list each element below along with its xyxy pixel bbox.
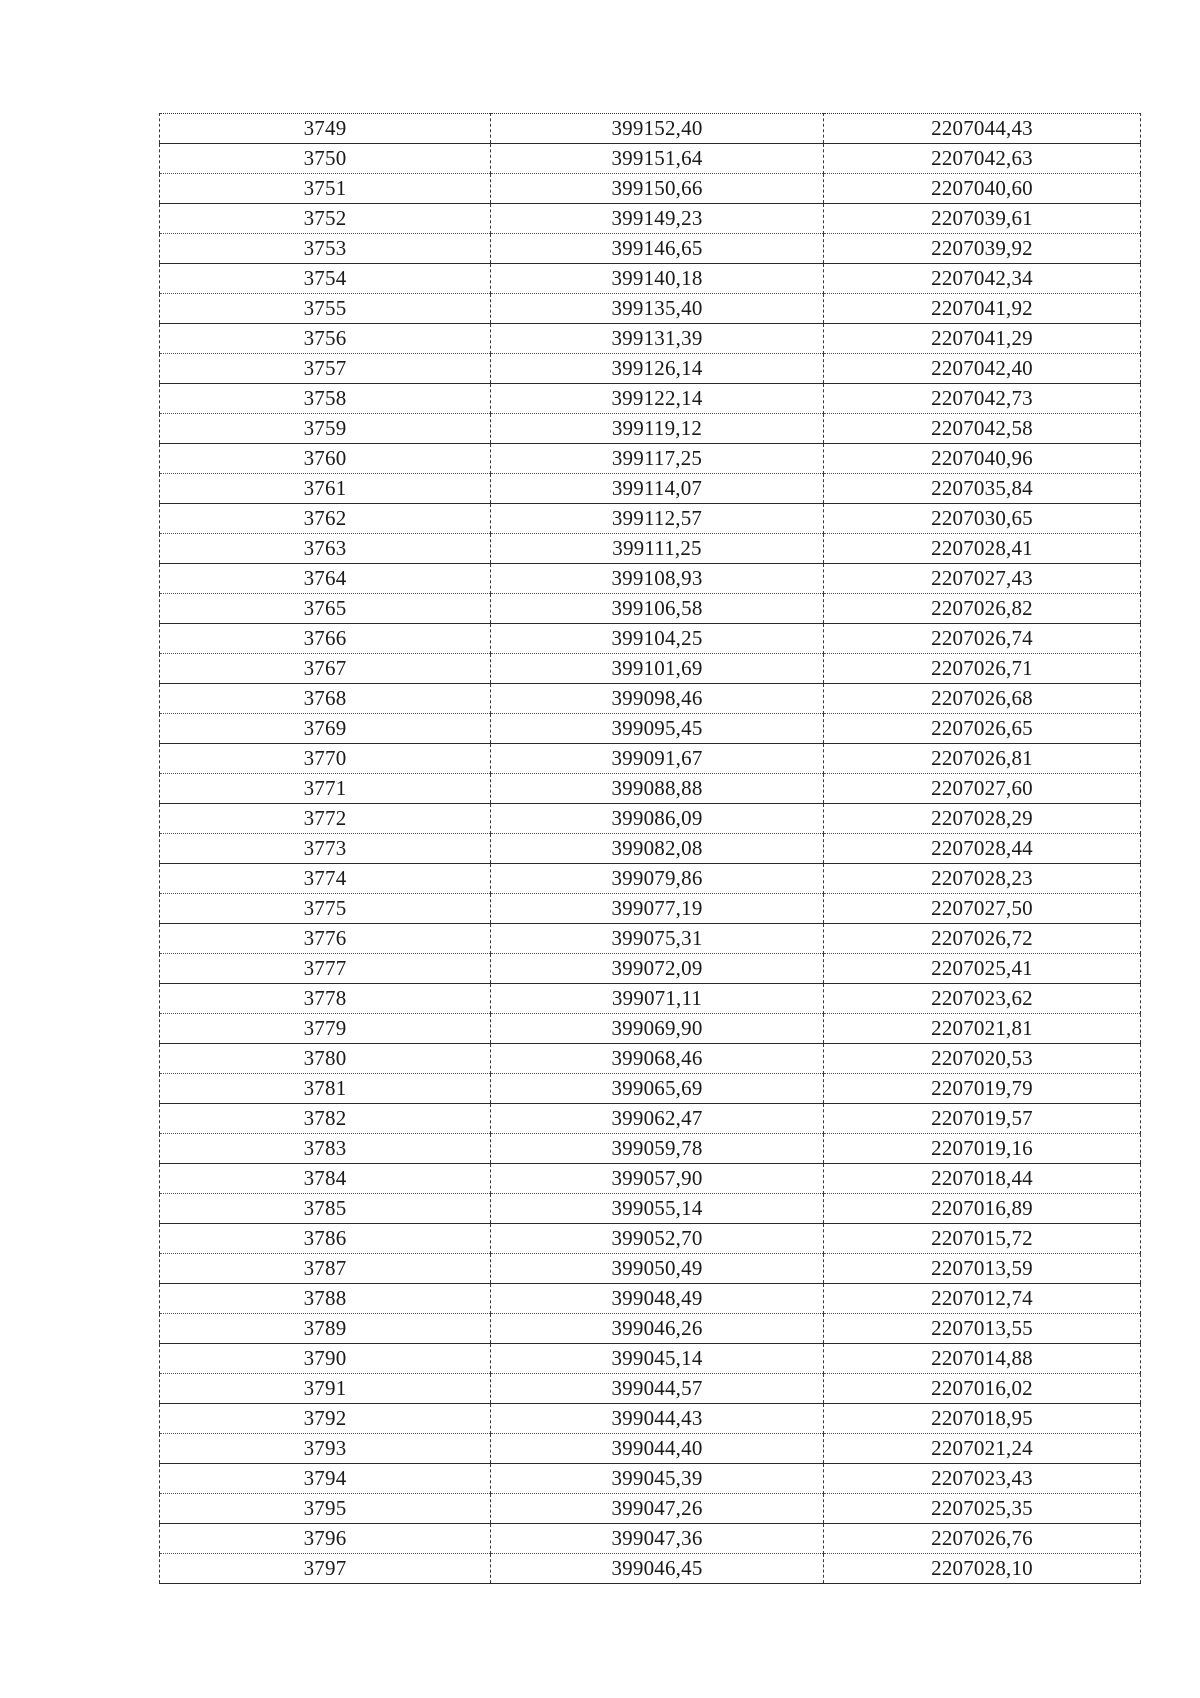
point-number-cell: 3791	[160, 1374, 491, 1404]
point-number-cell: 3754	[160, 264, 491, 294]
y-coordinate-cell: 2207025,35	[824, 1494, 1141, 1524]
y-coordinate-cell: 2207015,72	[824, 1224, 1141, 1254]
x-coordinate-cell: 399126,14	[491, 354, 824, 384]
table-row	[160, 534, 1141, 564]
table-row	[160, 1194, 1141, 1224]
y-coordinate-cell: 2207027,43	[824, 564, 1141, 594]
y-coordinate-cell: 2207040,60	[824, 174, 1141, 204]
point-number-cell: 3759	[160, 414, 491, 444]
y-coordinate-cell: 2207014,88	[824, 1344, 1141, 1374]
y-coordinate-cell: 2207044,43	[824, 114, 1141, 144]
x-coordinate-cell: 399108,93	[491, 564, 824, 594]
table-row	[160, 1164, 1141, 1194]
point-number-cell: 3762	[160, 504, 491, 534]
coordinates-table	[159, 113, 1141, 1584]
table-row	[160, 774, 1141, 804]
table-row	[160, 234, 1141, 264]
point-number-cell: 3778	[160, 984, 491, 1014]
table-row	[160, 1524, 1141, 1554]
table-row	[160, 1104, 1141, 1134]
x-coordinate-cell: 399059,78	[491, 1134, 824, 1164]
point-number-cell: 3767	[160, 654, 491, 684]
point-number-cell: 3756	[160, 324, 491, 354]
y-coordinate-cell: 2207016,89	[824, 1194, 1141, 1224]
y-coordinate-cell: 2207026,81	[824, 744, 1141, 774]
point-number-cell: 3749	[160, 114, 491, 144]
table-row	[160, 744, 1141, 774]
y-coordinate-cell: 2207026,65	[824, 714, 1141, 744]
x-coordinate-cell: 399104,25	[491, 624, 824, 654]
table-row	[160, 1044, 1141, 1074]
table-row	[160, 444, 1141, 474]
table-row	[160, 684, 1141, 714]
point-number-cell: 3789	[160, 1314, 491, 1344]
point-number-cell: 3788	[160, 1284, 491, 1314]
table-row	[160, 354, 1141, 384]
table-row	[160, 1224, 1141, 1254]
x-coordinate-cell: 399088,88	[491, 774, 824, 804]
table-row	[160, 594, 1141, 624]
x-coordinate-cell: 399072,09	[491, 954, 824, 984]
point-number-cell: 3755	[160, 294, 491, 324]
table-row	[160, 324, 1141, 354]
table-row	[160, 1374, 1141, 1404]
y-coordinate-cell: 2207025,41	[824, 954, 1141, 984]
table-row	[160, 654, 1141, 684]
table-row	[160, 174, 1141, 204]
table-row	[160, 894, 1141, 924]
point-number-cell: 3786	[160, 1224, 491, 1254]
table-row	[160, 864, 1141, 894]
y-coordinate-cell: 2207030,65	[824, 504, 1141, 534]
table-row	[160, 144, 1141, 174]
point-number-cell: 3752	[160, 204, 491, 234]
table-row	[160, 1404, 1141, 1434]
y-coordinate-cell: 2207021,24	[824, 1434, 1141, 1464]
point-number-cell: 3790	[160, 1344, 491, 1374]
x-coordinate-cell: 399069,90	[491, 1014, 824, 1044]
x-coordinate-cell: 399140,18	[491, 264, 824, 294]
table-row	[160, 1554, 1141, 1584]
x-coordinate-cell: 399119,12	[491, 414, 824, 444]
y-coordinate-cell: 2207018,95	[824, 1404, 1141, 1434]
x-coordinate-cell: 399044,57	[491, 1374, 824, 1404]
point-number-cell: 3784	[160, 1164, 491, 1194]
y-coordinate-cell: 2207026,74	[824, 624, 1141, 654]
point-number-cell: 3792	[160, 1404, 491, 1434]
point-number-cell: 3753	[160, 234, 491, 264]
x-coordinate-cell: 399055,14	[491, 1194, 824, 1224]
x-coordinate-cell: 399050,49	[491, 1254, 824, 1284]
x-coordinate-cell: 399101,69	[491, 654, 824, 684]
point-number-cell: 3768	[160, 684, 491, 714]
point-number-cell: 3776	[160, 924, 491, 954]
y-coordinate-cell: 2207042,73	[824, 384, 1141, 414]
point-number-cell: 3782	[160, 1104, 491, 1134]
point-number-cell: 3770	[160, 744, 491, 774]
x-coordinate-cell: 399048,49	[491, 1284, 824, 1314]
table-row	[160, 624, 1141, 654]
x-coordinate-cell: 399082,08	[491, 834, 824, 864]
point-number-cell: 3794	[160, 1464, 491, 1494]
point-number-cell: 3771	[160, 774, 491, 804]
x-coordinate-cell: 399152,40	[491, 114, 824, 144]
point-number-cell: 3785	[160, 1194, 491, 1224]
x-coordinate-cell: 399047,26	[491, 1494, 824, 1524]
table-row	[160, 804, 1141, 834]
y-coordinate-cell: 2207023,62	[824, 984, 1141, 1014]
table-row	[160, 834, 1141, 864]
x-coordinate-cell: 399046,45	[491, 1554, 824, 1584]
x-coordinate-cell: 399135,40	[491, 294, 824, 324]
table-row	[160, 984, 1141, 1014]
table-row	[160, 1254, 1141, 1284]
x-coordinate-cell: 399062,47	[491, 1104, 824, 1134]
point-number-cell: 3758	[160, 384, 491, 414]
table-row	[160, 1314, 1141, 1344]
y-coordinate-cell: 2207027,60	[824, 774, 1141, 804]
table-row	[160, 1434, 1141, 1464]
table-row	[160, 714, 1141, 744]
x-coordinate-cell: 399068,46	[491, 1044, 824, 1074]
point-number-cell: 3750	[160, 144, 491, 174]
y-coordinate-cell: 2207042,58	[824, 414, 1141, 444]
point-number-cell: 3766	[160, 624, 491, 654]
y-coordinate-cell: 2207039,92	[824, 234, 1141, 264]
x-coordinate-cell: 399151,64	[491, 144, 824, 174]
y-coordinate-cell: 2207039,61	[824, 204, 1141, 234]
point-number-cell: 3773	[160, 834, 491, 864]
point-number-cell: 3793	[160, 1434, 491, 1464]
table-row	[160, 954, 1141, 984]
x-coordinate-cell: 399079,86	[491, 864, 824, 894]
point-number-cell: 3769	[160, 714, 491, 744]
x-coordinate-cell: 399086,09	[491, 804, 824, 834]
point-number-cell: 3797	[160, 1554, 491, 1584]
table-row	[160, 384, 1141, 414]
x-coordinate-cell: 399098,46	[491, 684, 824, 714]
table-row	[160, 1014, 1141, 1044]
y-coordinate-cell: 2207026,68	[824, 684, 1141, 714]
table-row	[160, 1074, 1141, 1104]
y-coordinate-cell: 2207042,34	[824, 264, 1141, 294]
table-row	[160, 474, 1141, 504]
x-coordinate-cell: 399045,14	[491, 1344, 824, 1374]
y-coordinate-cell: 2207026,82	[824, 594, 1141, 624]
table-row	[160, 924, 1141, 954]
x-coordinate-cell: 399057,90	[491, 1164, 824, 1194]
point-number-cell: 3772	[160, 804, 491, 834]
x-coordinate-cell: 399071,11	[491, 984, 824, 1014]
point-number-cell: 3780	[160, 1044, 491, 1074]
point-number-cell: 3779	[160, 1014, 491, 1044]
point-number-cell: 3775	[160, 894, 491, 924]
point-number-cell: 3757	[160, 354, 491, 384]
table-row	[160, 264, 1141, 294]
y-coordinate-cell: 2207026,72	[824, 924, 1141, 954]
point-number-cell: 3795	[160, 1494, 491, 1524]
x-coordinate-cell: 399150,66	[491, 174, 824, 204]
y-coordinate-cell: 2207023,43	[824, 1464, 1141, 1494]
y-coordinate-cell: 2207042,63	[824, 144, 1141, 174]
x-coordinate-cell: 399149,23	[491, 204, 824, 234]
table-row	[160, 414, 1141, 444]
y-coordinate-cell: 2207021,81	[824, 1014, 1141, 1044]
point-number-cell: 3764	[160, 564, 491, 594]
table-row	[160, 1284, 1141, 1314]
point-number-cell: 3763	[160, 534, 491, 564]
point-number-cell: 3787	[160, 1254, 491, 1284]
x-coordinate-cell: 399047,36	[491, 1524, 824, 1554]
x-coordinate-cell: 399131,39	[491, 324, 824, 354]
y-coordinate-cell: 2207028,23	[824, 864, 1141, 894]
x-coordinate-cell: 399044,43	[491, 1404, 824, 1434]
table-row	[160, 1464, 1141, 1494]
x-coordinate-cell: 399045,39	[491, 1464, 824, 1494]
table-row	[160, 1134, 1141, 1164]
table-row	[160, 294, 1141, 324]
x-coordinate-cell: 399114,07	[491, 474, 824, 504]
y-coordinate-cell: 2207020,53	[824, 1044, 1141, 1074]
y-coordinate-cell: 2207018,44	[824, 1164, 1141, 1194]
point-number-cell: 3751	[160, 174, 491, 204]
y-coordinate-cell: 2207019,57	[824, 1104, 1141, 1134]
table-row	[160, 1494, 1141, 1524]
table-row	[160, 1344, 1141, 1374]
point-number-cell: 3783	[160, 1134, 491, 1164]
table-row	[160, 114, 1141, 144]
y-coordinate-cell: 2207027,50	[824, 894, 1141, 924]
y-coordinate-cell: 2207041,92	[824, 294, 1141, 324]
y-coordinate-cell: 2207026,71	[824, 654, 1141, 684]
x-coordinate-cell: 399106,58	[491, 594, 824, 624]
x-coordinate-cell: 399122,14	[491, 384, 824, 414]
y-coordinate-cell: 2207019,16	[824, 1134, 1141, 1164]
y-coordinate-cell: 2207035,84	[824, 474, 1141, 504]
y-coordinate-cell: 2207016,02	[824, 1374, 1141, 1404]
y-coordinate-cell: 2207028,41	[824, 534, 1141, 564]
x-coordinate-cell: 399044,40	[491, 1434, 824, 1464]
x-coordinate-cell: 399112,57	[491, 504, 824, 534]
point-number-cell: 3760	[160, 444, 491, 474]
x-coordinate-cell: 399146,65	[491, 234, 824, 264]
table-row	[160, 504, 1141, 534]
y-coordinate-cell: 2207026,76	[824, 1524, 1141, 1554]
x-coordinate-cell: 399091,67	[491, 744, 824, 774]
table-row	[160, 564, 1141, 594]
y-coordinate-cell: 2207042,40	[824, 354, 1141, 384]
x-coordinate-cell: 399052,70	[491, 1224, 824, 1254]
point-number-cell: 3765	[160, 594, 491, 624]
point-number-cell: 3777	[160, 954, 491, 984]
y-coordinate-cell: 2207028,44	[824, 834, 1141, 864]
x-coordinate-cell: 399046,26	[491, 1314, 824, 1344]
table-row	[160, 204, 1141, 234]
coordinates-table-body	[160, 114, 1141, 1584]
y-coordinate-cell: 2207013,55	[824, 1314, 1141, 1344]
point-number-cell: 3774	[160, 864, 491, 894]
x-coordinate-cell: 399117,25	[491, 444, 824, 474]
x-coordinate-cell: 399077,19	[491, 894, 824, 924]
y-coordinate-cell: 2207028,29	[824, 804, 1141, 834]
point-number-cell: 3781	[160, 1074, 491, 1104]
x-coordinate-cell: 399065,69	[491, 1074, 824, 1104]
x-coordinate-cell: 399095,45	[491, 714, 824, 744]
y-coordinate-cell: 2207041,29	[824, 324, 1141, 354]
y-coordinate-cell: 2207012,74	[824, 1284, 1141, 1314]
y-coordinate-cell: 2207019,79	[824, 1074, 1141, 1104]
x-coordinate-cell: 399075,31	[491, 924, 824, 954]
y-coordinate-cell: 2207013,59	[824, 1254, 1141, 1284]
y-coordinate-cell: 2207028,10	[824, 1554, 1141, 1584]
point-number-cell: 3796	[160, 1524, 491, 1554]
y-coordinate-cell: 2207040,96	[824, 444, 1141, 474]
point-number-cell: 3761	[160, 474, 491, 504]
x-coordinate-cell: 399111,25	[491, 534, 824, 564]
